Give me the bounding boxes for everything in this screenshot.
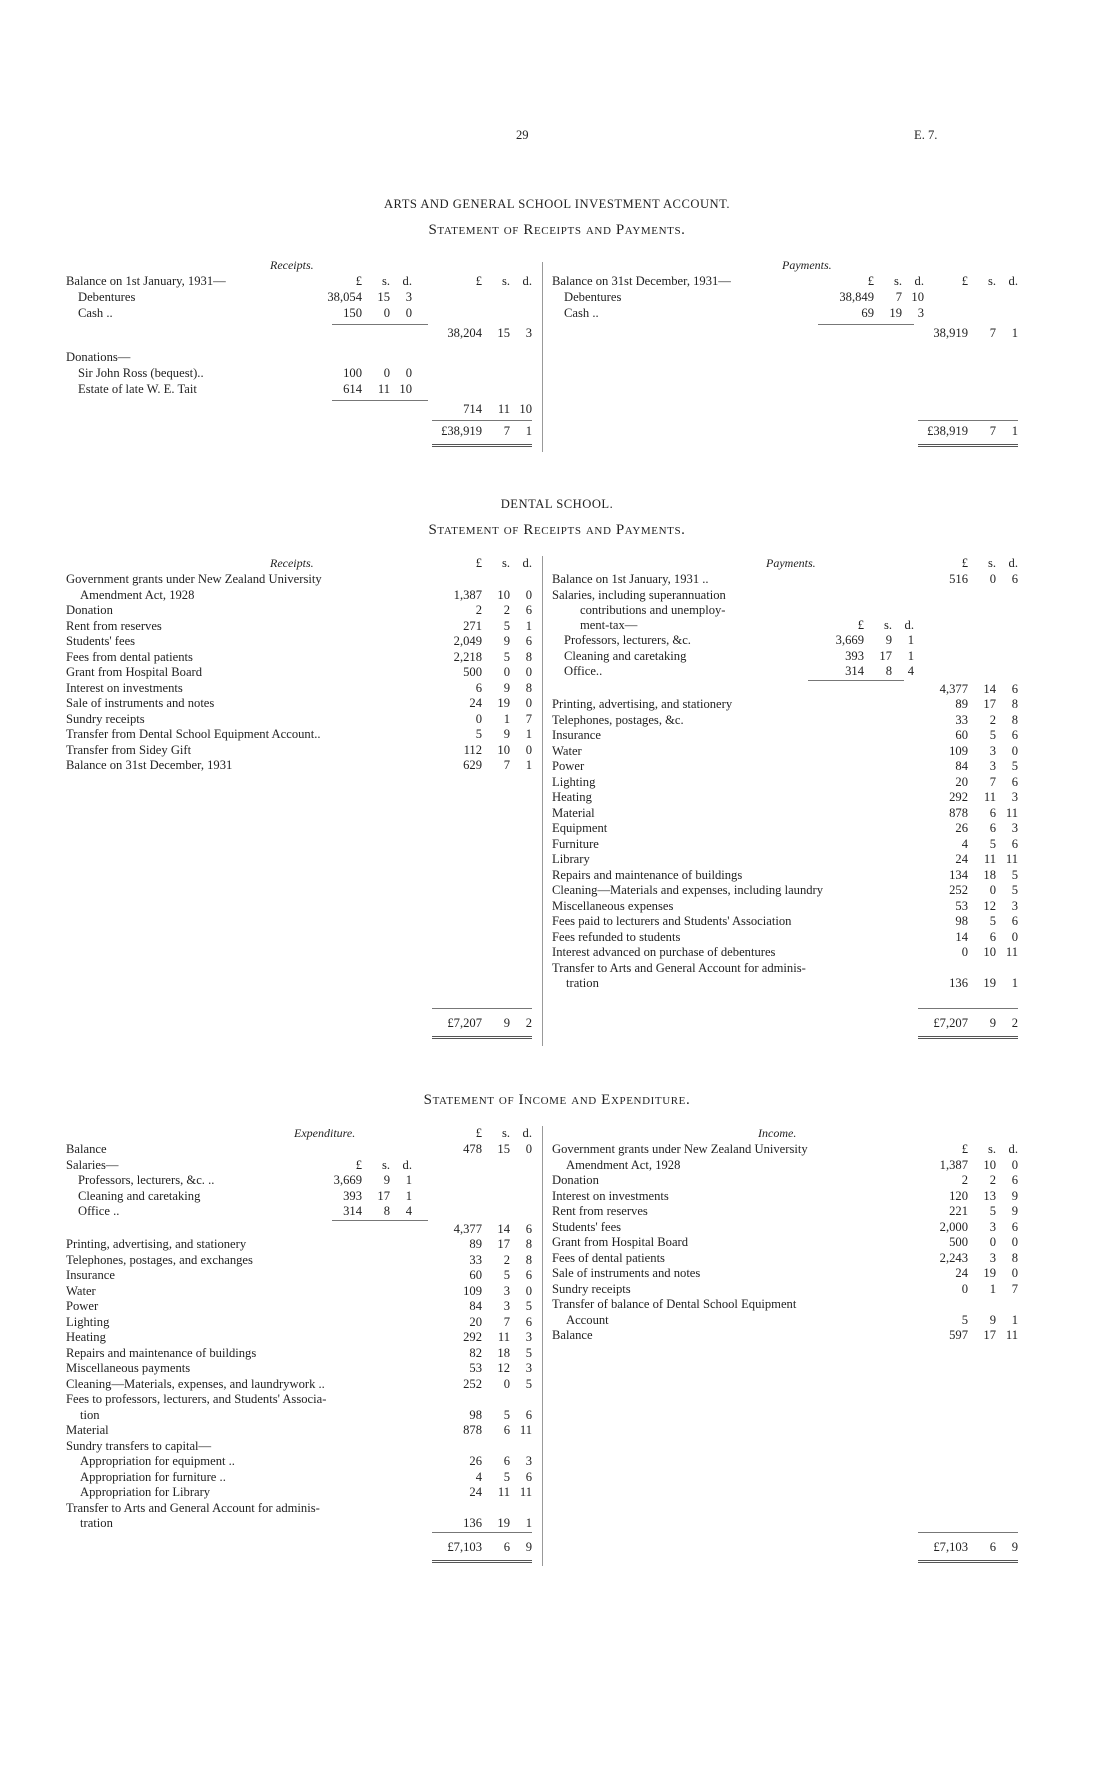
row-label: Transfer of balance of Dental School Equipment bbox=[552, 1297, 797, 1311]
row-label: Students' fees bbox=[66, 634, 136, 648]
row-label: Fees from dental patients bbox=[66, 649, 193, 664]
amount: 136 19 1 bbox=[949, 976, 1018, 990]
currency-header: £ s. d. bbox=[857, 618, 914, 632]
amount: 314 8 4 bbox=[845, 664, 914, 678]
row-label: Sundry receipts bbox=[552, 1281, 631, 1296]
row-label: Fees refunded to students bbox=[552, 929, 681, 944]
row-label: Sir John Ross (bequest).. bbox=[78, 366, 204, 380]
row-label: Lighting bbox=[552, 774, 596, 789]
rule bbox=[332, 324, 428, 325]
row-label: Cleaning—Materials and expenses, including laundry bbox=[552, 883, 824, 897]
currency-header: £ s. d. bbox=[961, 274, 1018, 288]
amount: 878 6 11 bbox=[463, 1423, 532, 1437]
amount: 24 11 11 bbox=[469, 1485, 532, 1499]
rule bbox=[332, 400, 428, 401]
row-label: Debentures bbox=[564, 290, 622, 304]
row-label: Fees to professors, lecturers, and Students' Associa- bbox=[66, 1392, 327, 1406]
amount: 100 0 0 bbox=[343, 366, 412, 380]
row-label: Fees of dental patients bbox=[552, 1250, 665, 1265]
amount: 292 11 3 bbox=[463, 1330, 532, 1344]
amount: 0 1 7 bbox=[475, 711, 532, 726]
row-label: Amendment Act, 1928 bbox=[566, 1157, 681, 1172]
expenditure-column bbox=[66, 1126, 536, 1566]
rule bbox=[432, 420, 532, 421]
total: £7,103 6 9 bbox=[447, 1540, 532, 1554]
row-label: Heating bbox=[66, 1330, 106, 1344]
row-label: Estate of late W. E. Tait bbox=[78, 382, 197, 396]
row-label: Water bbox=[66, 1283, 96, 1298]
amount: 26 6 3 bbox=[469, 1454, 532, 1468]
dental-subtitle: Statement of Receipts and Payments. bbox=[428, 522, 686, 538]
amount: 0 10 11 bbox=[961, 945, 1018, 959]
amount: 2,000 3 6 bbox=[939, 1219, 1018, 1234]
amount: 1,387 10 0 bbox=[453, 587, 532, 602]
row-label: Fees paid to lecturers and Students' Association bbox=[552, 914, 792, 928]
currency-header: £ s. d. bbox=[475, 556, 532, 570]
rule bbox=[808, 680, 904, 681]
row-label: Interest on investments bbox=[66, 680, 183, 695]
amount: 597 17 11 bbox=[949, 1328, 1018, 1342]
amount: 84 3 5 bbox=[955, 759, 1018, 773]
rule bbox=[432, 1532, 532, 1533]
currency-header: £ s. d. bbox=[867, 274, 924, 288]
amount: 134 18 5 bbox=[949, 867, 1018, 882]
row-label: Interest advanced on purchase of debentures bbox=[552, 945, 776, 959]
amount: 38,204 15 3 bbox=[447, 326, 532, 340]
amount: 60 5 6 bbox=[955, 728, 1018, 742]
amount: 478 15 0 bbox=[463, 1142, 532, 1156]
row-label: contributions and unemploy- bbox=[580, 603, 726, 617]
amount: 26 6 3 bbox=[955, 821, 1018, 835]
row-label: Miscellaneous payments bbox=[66, 1361, 191, 1375]
row-label: Rent from reserves bbox=[66, 618, 162, 633]
total: £38,919 7 1 bbox=[441, 424, 532, 438]
row-label: tration bbox=[80, 1516, 113, 1530]
amount: 4 5 6 bbox=[961, 836, 1018, 851]
dental-receipts bbox=[66, 556, 536, 1056]
amount: 2,243 3 8 bbox=[939, 1250, 1018, 1265]
row-label: Balance on 1st January, 1931— bbox=[66, 274, 226, 288]
currency-header: £ s. d. bbox=[475, 274, 532, 288]
amount: 221 5 9 bbox=[949, 1204, 1018, 1218]
amount: 393 17 1 bbox=[343, 1188, 412, 1203]
row-label: Office.. bbox=[564, 664, 603, 678]
amount: 98 5 6 bbox=[955, 914, 1018, 928]
row-label: Insurance bbox=[552, 728, 601, 742]
total: £7,207 9 2 bbox=[447, 1016, 532, 1030]
total: £38,919 7 1 bbox=[927, 424, 1018, 438]
row-label: Cleaning and caretaking bbox=[78, 1188, 201, 1203]
amount: 0 1 7 bbox=[961, 1281, 1018, 1296]
row-label: Cleaning and caretaking bbox=[564, 648, 687, 663]
row-label: Printing, advertising, and stationery bbox=[66, 1237, 247, 1251]
row-label: Transfer from Dental School Equipment Account.. bbox=[66, 727, 321, 741]
amount: 2,049 9 6 bbox=[453, 634, 532, 648]
page-number: 29 bbox=[516, 128, 529, 142]
amount: 38,919 7 1 bbox=[933, 326, 1018, 340]
row-label: Donation bbox=[552, 1173, 599, 1187]
amount: 33 2 8 bbox=[955, 712, 1018, 727]
row-label: Library bbox=[552, 852, 590, 866]
income-column bbox=[552, 1126, 1022, 1566]
double-rule bbox=[432, 1036, 532, 1039]
row-label: Transfer to Arts and General Account for adminis- bbox=[66, 1500, 320, 1515]
row-label: Telephones, postages, &c. bbox=[552, 712, 684, 727]
amount: 393 17 1 bbox=[845, 648, 914, 663]
amount: 614 11 10 bbox=[343, 382, 412, 396]
row-label: Account bbox=[566, 1312, 609, 1327]
row-label: Repairs and maintenance of buildings bbox=[552, 867, 743, 882]
column-divider bbox=[542, 556, 543, 1046]
amount: 38,849 7 10 bbox=[839, 290, 924, 304]
row-label: Balance bbox=[66, 1142, 107, 1156]
row-label: Furniture bbox=[552, 836, 599, 851]
currency-header: £ s. d. bbox=[961, 1142, 1018, 1156]
row-label: Power bbox=[552, 759, 585, 773]
currency-header: £ s. d. bbox=[355, 274, 412, 288]
double-rule bbox=[918, 1036, 1018, 1039]
row-label: Water bbox=[552, 743, 582, 758]
row-label: Material bbox=[66, 1423, 109, 1437]
investment-subtitle: Statement of Receipts and Payments. bbox=[428, 222, 686, 238]
row-label: Appropriation for Library bbox=[80, 1485, 211, 1499]
rule bbox=[818, 324, 914, 325]
amount: 2 2 6 bbox=[961, 1173, 1018, 1187]
total: £7,103 6 9 bbox=[933, 1540, 1018, 1554]
rule bbox=[918, 1008, 1018, 1009]
row-label: Appropriation for equipment .. bbox=[80, 1454, 235, 1468]
row-label: Donations— bbox=[66, 350, 131, 364]
income-subtitle: Statement of Income and Expenditure. bbox=[423, 1092, 691, 1108]
row-label: Telephones, postages, and exchanges bbox=[66, 1252, 253, 1267]
row-label: Office .. bbox=[78, 1204, 120, 1218]
row-label: Cash .. bbox=[78, 306, 113, 320]
rule bbox=[918, 420, 1018, 421]
row-label: Sundry receipts bbox=[66, 711, 145, 726]
row-label: tion bbox=[80, 1407, 100, 1422]
row-label: Government grants under New Zealand University bbox=[552, 1142, 808, 1156]
expenditure-heading: Expenditure. bbox=[294, 1126, 356, 1140]
amount: 89 17 8 bbox=[469, 1237, 532, 1251]
row-label: Balance on 31st December, 1931— bbox=[552, 274, 731, 288]
amount: 516 0 6 bbox=[949, 572, 1018, 586]
amount: 271 5 1 bbox=[463, 618, 532, 633]
receipts-heading: Receipts. bbox=[270, 556, 314, 570]
row-label: Balance bbox=[552, 1328, 593, 1342]
column-divider bbox=[542, 262, 543, 452]
row-label: ment-tax— bbox=[580, 618, 638, 632]
amount: 60 5 6 bbox=[469, 1268, 532, 1282]
amount: 150 0 0 bbox=[343, 306, 412, 320]
amount: 6 9 8 bbox=[475, 680, 532, 695]
amount: 314 8 4 bbox=[343, 1204, 412, 1218]
row-label: Appropriation for furniture .. bbox=[80, 1469, 226, 1484]
amount: 2 2 6 bbox=[475, 603, 532, 617]
amount: 629 7 1 bbox=[463, 758, 532, 772]
receipts-heading: Receipts. bbox=[270, 258, 314, 272]
rule bbox=[432, 1008, 532, 1009]
row-label: Professors, lecturers, &c. bbox=[564, 633, 691, 647]
row-label: Transfer to Arts and General Account for adminis- bbox=[552, 960, 806, 975]
amount: 500 0 0 bbox=[463, 665, 532, 679]
row-label: Balance on 1st January, 1931 .. bbox=[552, 572, 709, 586]
amount: 53 12 3 bbox=[955, 898, 1018, 913]
amount: 252 0 5 bbox=[463, 1376, 532, 1391]
payments-heading: Payments. bbox=[766, 556, 816, 570]
amount: 4,377 14 6 bbox=[453, 1222, 532, 1236]
amount: 20 7 6 bbox=[469, 1314, 532, 1329]
dental-title: DENTAL SCHOOL. bbox=[500, 497, 614, 511]
row-label: Rent from reserves bbox=[552, 1204, 648, 1218]
row-label: Debentures bbox=[78, 290, 136, 304]
amount: 53 12 3 bbox=[469, 1361, 532, 1375]
amount: 136 19 1 bbox=[463, 1516, 532, 1530]
amount: 109 3 0 bbox=[463, 1283, 532, 1298]
row-label: Amendment Act, 1928 bbox=[80, 587, 195, 602]
row-label: Sale of instruments and notes bbox=[66, 696, 215, 710]
row-label: Material bbox=[552, 805, 595, 820]
row-label: Transfer from Sidey Gift bbox=[66, 742, 192, 757]
row-label: Printing, advertising, and stationery bbox=[552, 697, 733, 711]
row-label: Sale of instruments and notes bbox=[552, 1266, 701, 1280]
amount: 24 11 11 bbox=[955, 852, 1018, 866]
amount: 89 17 8 bbox=[955, 697, 1018, 711]
amount: 120 13 9 bbox=[949, 1188, 1018, 1203]
document-code: E. 7. bbox=[914, 128, 938, 142]
amount: 4 5 6 bbox=[475, 1469, 532, 1484]
row-label: Power bbox=[66, 1299, 99, 1313]
double-rule bbox=[918, 1560, 1018, 1563]
double-rule bbox=[432, 444, 532, 447]
payments-heading: Payments. bbox=[782, 258, 832, 272]
rule bbox=[918, 1532, 1018, 1533]
amount: 5 9 1 bbox=[475, 727, 532, 741]
amount: 2,218 5 8 bbox=[453, 649, 532, 664]
row-label: Heating bbox=[552, 790, 592, 804]
column-divider bbox=[542, 1126, 543, 1566]
row-label: Salaries— bbox=[66, 1158, 119, 1172]
row-label: Repairs and maintenance of buildings bbox=[66, 1345, 257, 1360]
income-heading: Income. bbox=[758, 1126, 797, 1140]
amount: 24 19 0 bbox=[955, 1266, 1018, 1280]
amount: 292 11 3 bbox=[949, 790, 1018, 804]
double-rule bbox=[432, 1560, 532, 1563]
row-label: Students' fees bbox=[552, 1219, 622, 1234]
amount: 20 7 6 bbox=[955, 774, 1018, 789]
currency-header: £ s. d. bbox=[355, 1158, 412, 1172]
currency-header: £ s. d. bbox=[475, 1126, 532, 1140]
investment-receipts bbox=[66, 258, 536, 448]
amount: 84 3 5 bbox=[469, 1299, 532, 1313]
amount: 98 5 6 bbox=[469, 1407, 532, 1422]
amount: 1,387 10 0 bbox=[939, 1157, 1018, 1172]
rule bbox=[332, 1220, 428, 1221]
amount: 112 10 0 bbox=[463, 742, 532, 757]
row-label: Government grants under New Zealand University bbox=[66, 572, 322, 586]
currency-header: £ s. d. bbox=[961, 556, 1018, 570]
amount: 3,669 9 1 bbox=[333, 1173, 412, 1187]
row-label: Grant from Hospital Board bbox=[66, 665, 203, 679]
row-label: Grant from Hospital Board bbox=[552, 1235, 689, 1249]
row-label: Sundry transfers to capital— bbox=[66, 1438, 212, 1453]
investment-payments bbox=[552, 258, 1022, 448]
double-rule bbox=[918, 444, 1018, 447]
row-label: tration bbox=[566, 976, 599, 990]
row-label: Interest on investments bbox=[552, 1188, 669, 1203]
amount: 69 19 3 bbox=[861, 306, 924, 320]
row-label: Balance on 31st December, 1931 bbox=[66, 758, 233, 772]
amount: 5 9 1 bbox=[961, 1312, 1018, 1327]
amount: 4,377 14 6 bbox=[939, 682, 1018, 696]
total: £7,207 9 2 bbox=[933, 1016, 1018, 1030]
amount: 14 6 0 bbox=[955, 929, 1018, 944]
amount: 3,669 9 1 bbox=[835, 633, 914, 647]
amount: 24 19 0 bbox=[469, 696, 532, 710]
row-label: Donation bbox=[66, 603, 113, 617]
dental-payments bbox=[552, 556, 1022, 1056]
row-label: Cash .. bbox=[564, 306, 599, 320]
amount: 252 0 5 bbox=[949, 883, 1018, 897]
amount: 38,054 15 3 bbox=[327, 290, 412, 304]
amount: 33 2 8 bbox=[469, 1252, 532, 1267]
investment-title: ARTS AND GENERAL SCHOOL INVESTMENT ACCOUNT. bbox=[383, 197, 731, 211]
amount: 714 11 10 bbox=[463, 402, 532, 416]
row-label: Insurance bbox=[66, 1268, 115, 1282]
row-label: Professors, lecturers, &c. .. bbox=[78, 1173, 215, 1187]
row-label: Miscellaneous expenses bbox=[552, 898, 674, 913]
amount: 109 3 0 bbox=[949, 743, 1018, 758]
row-label: Equipment bbox=[552, 821, 608, 835]
row-label: Cleaning—Materials, expenses, and laundrywork .. bbox=[66, 1376, 325, 1391]
row-label: Salaries, including superannuation bbox=[552, 588, 726, 602]
amount: 82 18 5 bbox=[469, 1345, 532, 1360]
amount: 500 0 0 bbox=[949, 1235, 1018, 1249]
row-label: Lighting bbox=[66, 1314, 110, 1329]
amount: 878 6 11 bbox=[949, 805, 1018, 820]
